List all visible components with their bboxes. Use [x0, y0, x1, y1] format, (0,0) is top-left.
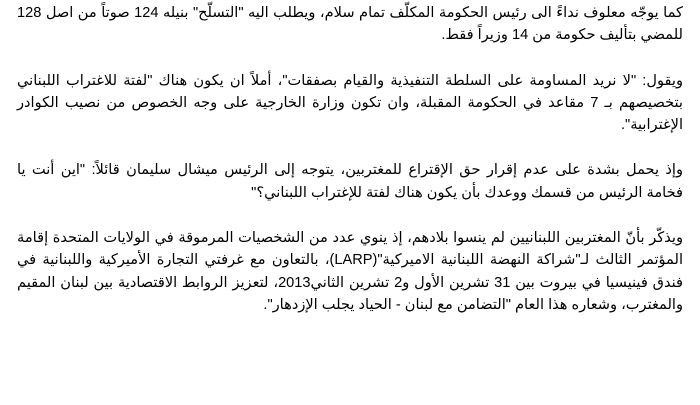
paragraph-3: وإذ يحمل بشدة على عدم إقرار حق الإقتراع للمغتربين، يتوجه إلى الرئيس ميشال سليمان قائلاً: "اين أنت يا فخامة الرئيس من قسمك ووعدك بأن يكون هناك لفتة للإغتراب اللبناني؟": [17, 162, 683, 201]
paragraph-2: ويقول: "لا نريد المساومة على السلطة التنفيذية والقيام بصفقات"، أملاً ان يكون هناك "لفتة للاغتراب اللبناني بتخصيصهم بـ 7 مقاعد في الحكومة المقبلة، وان تكون وزارة الخارجية على وجه الخصوص من نصيب الكوادر الإغترابية".: [17, 72, 683, 134]
paragraph-4: ويذكّر بأنّ المغتربين اللبنانيين لم ينسوا بلادهم، إذ ينوي عدد من الشخصيات المرموقة في الولايات المتحدة إقامة المؤتمر الثالث لـ"شراكة النهضة اللبنانية الاميركية"(LARP)، بالتعاون مع غرفتي التجارة الأميركية واللبنانية في فندق فينيسيا في بيروت بين 31 تشرين الأول و2 تشرين الثاني2013، لتعزيز الروابط الاقتصادية بين لبنان المقيم والمغترب، وشعاره هذا العام "التضامن مع لبنان - الحياد يجلب الإزدهار".: [17, 230, 683, 313]
paragraph-1: كما يوجّه معلوف نداءً الى رئيس الحكومة المكلّف تمام سلام، ويطلب اليه "التسلّح" بنيله 124 صوتاً من اصل 128 للمضي بتأليف حكومة من 14 وزيراً فقط.: [17, 5, 683, 44]
